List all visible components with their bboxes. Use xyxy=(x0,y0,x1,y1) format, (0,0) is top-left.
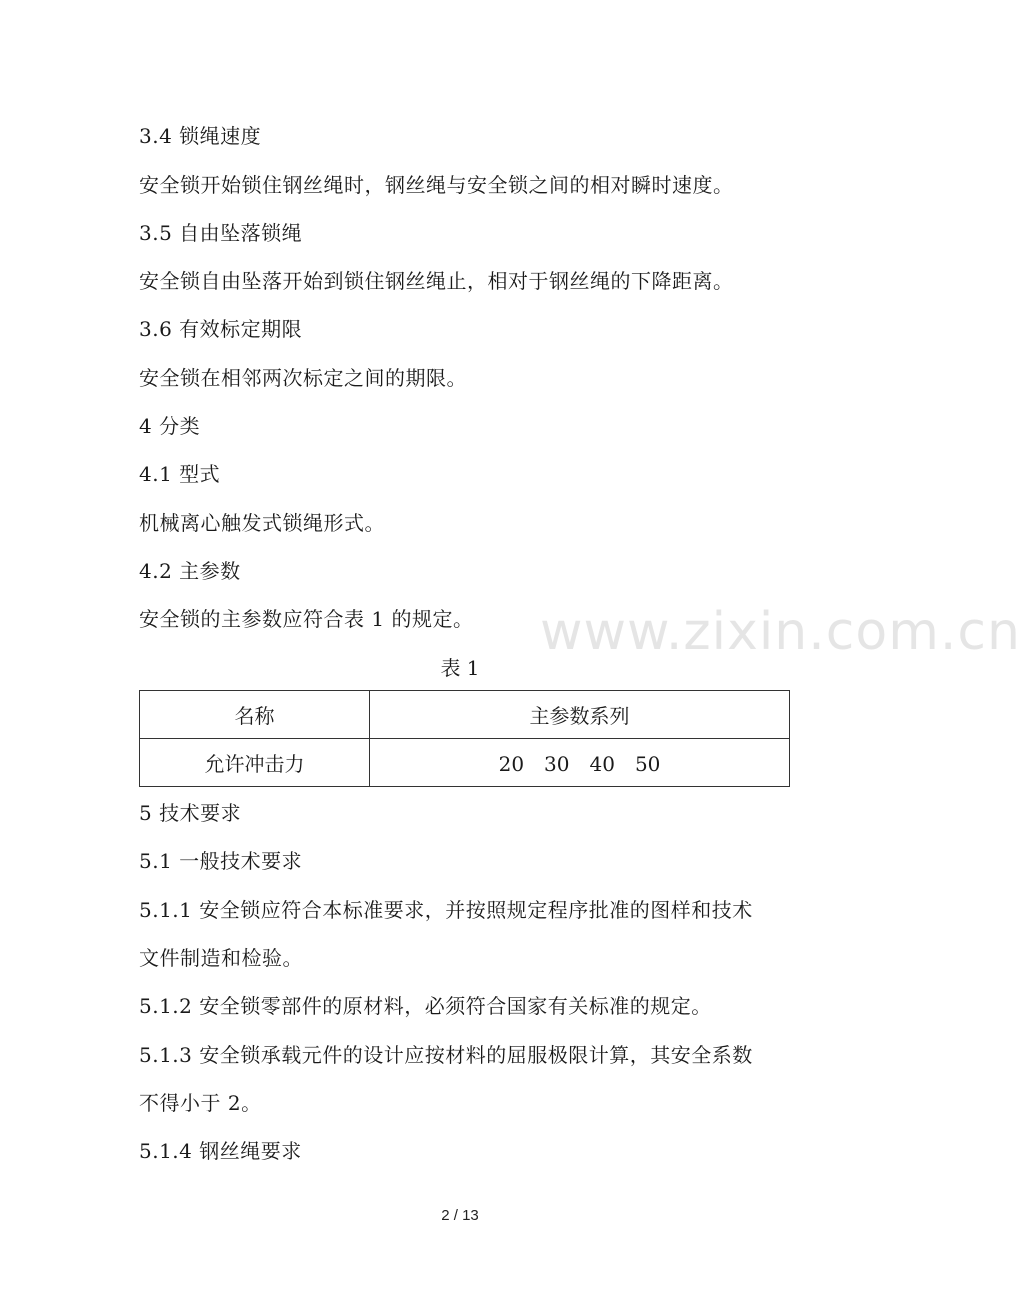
table-caption: 表 1 xyxy=(440,656,480,680)
table-header-row xyxy=(140,691,790,739)
paragraph: 机械离心触发式锁绳形式。 xyxy=(139,511,385,535)
paragraph: 安全锁在相邻两次标定之间的期限。 xyxy=(139,366,467,390)
section-heading-5: 5 技术要求 xyxy=(139,801,242,825)
paragraph: 不得小于 2。 xyxy=(139,1091,262,1115)
section-heading-4: 4 分类 xyxy=(139,414,201,438)
paragraph: 5.1.2 安全锁零部件的原材料，必须符合国家有关标准的规定。 xyxy=(139,994,712,1018)
section-heading-5-1: 5.1 一般技术要求 xyxy=(139,849,303,873)
watermark: www.zixin.com.cn xyxy=(540,602,1021,662)
paragraph: 5.1.3 安全锁承载元件的设计应按材料的屈服极限计算，其安全系数 xyxy=(139,1043,753,1067)
page-number: 2 / 13 xyxy=(441,1207,479,1224)
table-header-cell: 名称 xyxy=(140,691,370,739)
parameters-table xyxy=(139,690,790,787)
table-row xyxy=(140,739,790,787)
table-header-cell: 主参数系列 xyxy=(370,691,790,739)
table-cell: 允许冲击力 xyxy=(140,739,370,787)
paragraph: 安全锁的主参数应符合表 1 的规定。 xyxy=(139,607,474,631)
section-heading-3-4: 3.4 锁绳速度 xyxy=(139,124,262,148)
table-cell: 20 30 40 50 xyxy=(370,739,790,787)
paragraph: 文件制造和检验。 xyxy=(139,946,303,970)
section-heading-4-1: 4.1 型式 xyxy=(139,462,221,486)
paragraph: 安全锁开始锁住钢丝绳时，钢丝绳与安全锁之间的相对瞬时速度。 xyxy=(139,173,734,197)
paragraph: 5.1.1 安全锁应符合本标准要求，并按照规定程序批准的图样和技术 xyxy=(139,898,753,922)
paragraph: 安全锁自由坠落开始到锁住钢丝绳止，相对于钢丝绳的下降距离。 xyxy=(139,269,734,293)
section-heading-4-2: 4.2 主参数 xyxy=(139,559,241,583)
section-heading-3-6: 3.6 有效标定期限 xyxy=(139,317,303,341)
section-heading-3-5: 3.5 自由坠落锁绳 xyxy=(139,221,303,245)
section-heading-5-1-4: 5.1.4 钢丝绳要求 xyxy=(139,1139,302,1163)
